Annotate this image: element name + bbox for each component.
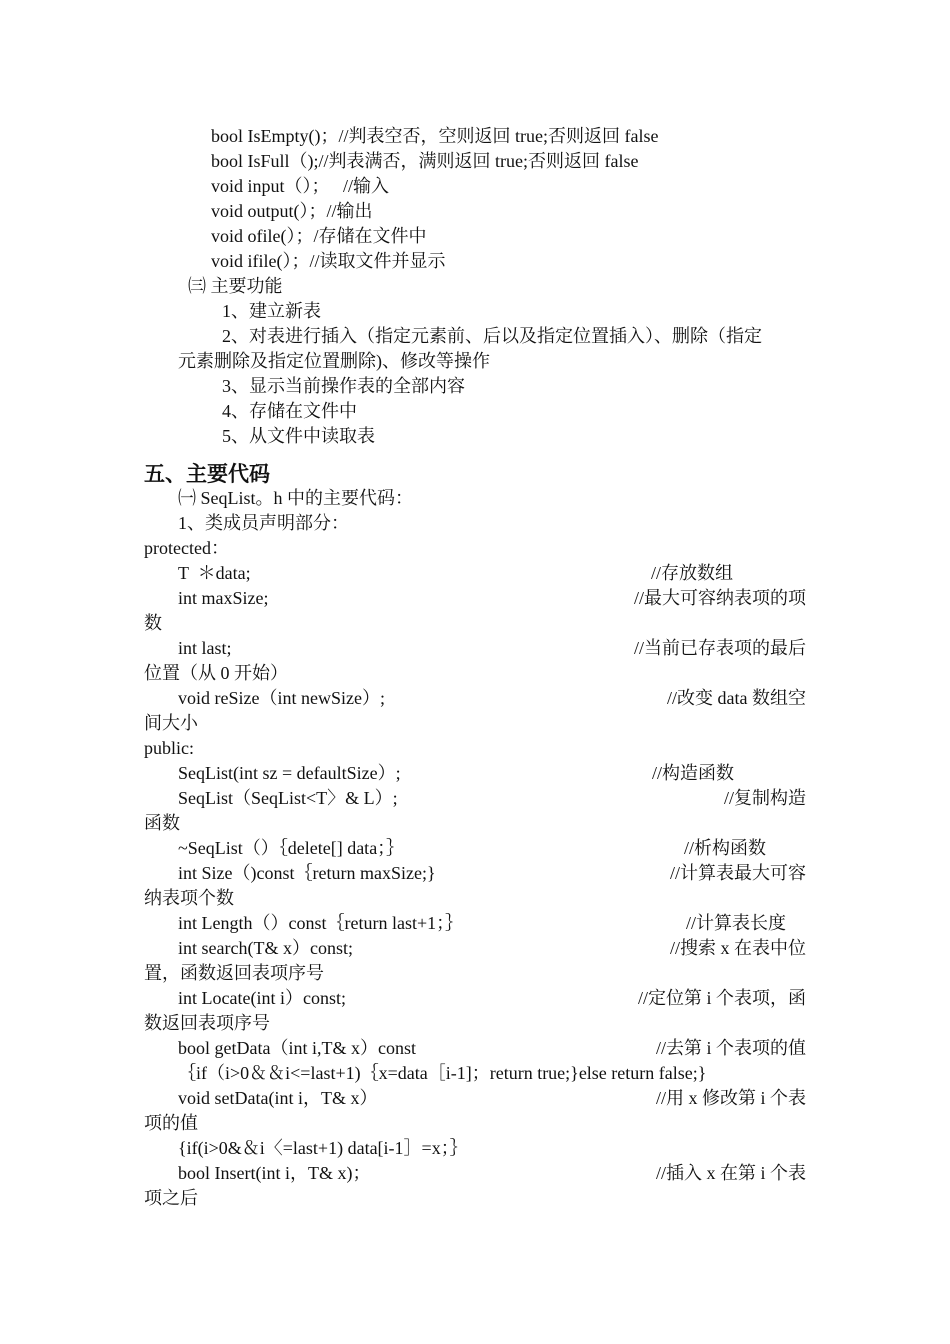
code-comment: //定位第 i 个表项，函 bbox=[637, 988, 806, 1008]
code-comment: //计算表最大可容 bbox=[669, 863, 806, 883]
code-line: int Locate(int i）const; bbox=[178, 988, 346, 1008]
code-comment: //最大可容纳表项的项 bbox=[633, 588, 806, 608]
subsection-heading: ㈢ 主要功能 bbox=[188, 276, 283, 296]
comment-continued: 项的值 bbox=[144, 1113, 198, 1133]
comment-continued: 数 bbox=[144, 613, 162, 633]
code-line: int Size（)const｛return maxSize;} bbox=[178, 863, 436, 883]
code-line: void ofile(）；/存储在文件中 bbox=[211, 226, 427, 246]
subsection-heading: ㈠ SeqList。h 中的主要代码： bbox=[178, 488, 414, 508]
code-line: ~SeqList（）｛delete[] data；｝ bbox=[178, 838, 405, 858]
code-line: bool IsFull（);//判表满否，满则返回 true;否则返回 false bbox=[211, 151, 639, 171]
code-line: void ifile(）；//读取文件并显示 bbox=[211, 251, 446, 271]
paragraph-line: 1、类成员声明部分： bbox=[178, 513, 349, 533]
list-item: 4、存储在文件中 bbox=[222, 401, 357, 421]
code-line: SeqList(int sz = defaultSize）; bbox=[178, 763, 401, 783]
code-line: ｛if（i>0＆＆i<=last+1)｛x=data［i-1]；return true;}else return false;} bbox=[178, 1063, 707, 1083]
code-line: void input（）； //输入 bbox=[211, 176, 390, 196]
code-line: int last; bbox=[178, 638, 232, 658]
code-line: protected： bbox=[144, 538, 229, 558]
code-comment: //插入 x 在第 i 个表 bbox=[655, 1163, 806, 1183]
comment-continued: 间大小 bbox=[144, 713, 198, 733]
code-line: T ＊data; bbox=[178, 563, 251, 583]
code-comment: //当前已存表项的最后 bbox=[633, 638, 806, 658]
comment-continued: 函数 bbox=[144, 813, 180, 833]
list-item-continued: 元素删除及指定位置删除)、修改等操作 bbox=[178, 351, 490, 371]
code-comment: //析构函数 bbox=[683, 838, 766, 858]
code-comment: //用 x 修改第 i 个表 bbox=[655, 1088, 806, 1108]
code-line: public: bbox=[144, 738, 194, 758]
code-line: void setData(int i，T& x） bbox=[178, 1088, 378, 1108]
code-line: {if(i>0&＆i〈=last+1) data[i-1］=x；｝ bbox=[178, 1138, 468, 1158]
code-line: int Length（）const｛return last+1；｝ bbox=[178, 913, 464, 933]
code-comment: //去第 i 个表项的值 bbox=[655, 1038, 806, 1058]
code-line: int search(T& x）const; bbox=[178, 938, 353, 958]
list-item: 5、从文件中读取表 bbox=[222, 426, 375, 446]
code-line: SeqList（SeqList<T〉& L）; bbox=[178, 788, 398, 808]
code-line: bool IsEmpty()；//判表空否，空则返回 true;否则返回 false bbox=[211, 126, 659, 146]
code-comment: //搜索 x 在表中位 bbox=[669, 938, 806, 958]
list-item: 1、建立新表 bbox=[222, 301, 321, 321]
section-title: 五、主要代码 bbox=[144, 462, 270, 486]
comment-continued: 纳表项个数 bbox=[144, 888, 234, 908]
comment-continued: 数返回表项序号 bbox=[144, 1013, 270, 1033]
code-comment: //构造函数 bbox=[651, 763, 734, 783]
code-comment: //计算表长度 bbox=[685, 913, 786, 933]
comment-continued: 置，函数返回表项序号 bbox=[144, 963, 324, 983]
code-comment: //改变 data 数组空 bbox=[667, 688, 806, 708]
comment-continued: 项之后 bbox=[144, 1188, 198, 1208]
list-item: 2、对表进行插入（指定元素前、后以及指定位置插入）、删除（指定 bbox=[222, 326, 762, 346]
code-comment: //存放数组 bbox=[650, 563, 733, 583]
list-item: 3、显示当前操作表的全部内容 bbox=[222, 376, 465, 396]
comment-continued: 位置（从 0 开始） bbox=[144, 663, 288, 683]
code-line: void output(）；//输出 bbox=[211, 201, 373, 221]
code-line: void reSize（int newSize）; bbox=[178, 688, 385, 708]
code-line: bool getData（int i,T& x）const bbox=[178, 1038, 416, 1058]
code-line: bool Insert(int i，T& x)； bbox=[178, 1163, 371, 1183]
code-comment: //复制构造 bbox=[723, 788, 806, 808]
code-line: int maxSize; bbox=[178, 588, 269, 608]
